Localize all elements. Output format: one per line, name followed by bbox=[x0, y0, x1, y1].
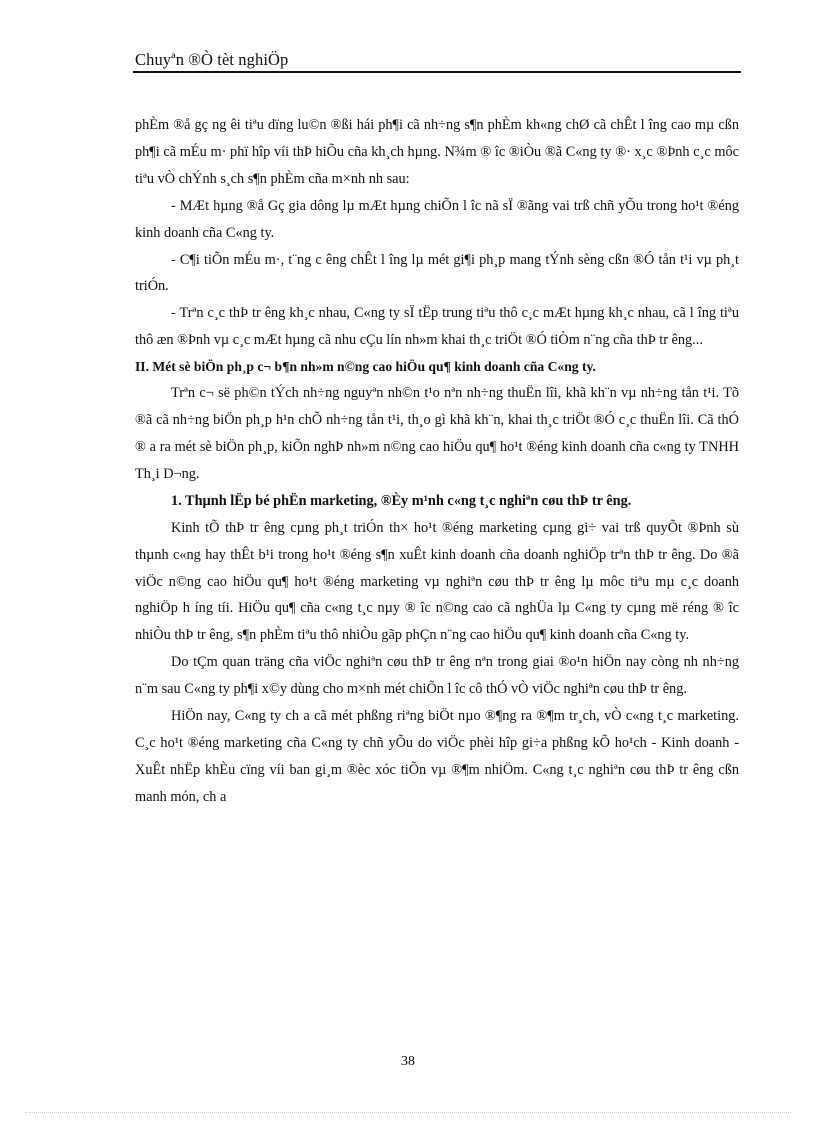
header-divider bbox=[133, 71, 741, 73]
paragraph: Kinh tÕ thÞ tr êng cµng ph¸t triÓn th× ho¹t ®éng marketing cµng gi÷ vai trß quyÕt ®Þnh sù thµnh c«ng hay thÊt b¹i trong ho¹t ®éng s¶n xuÊt kinh doanh cña doanh nghiÖp trªn thÞ tr êng. Do ®ã viÖc n©ng cao hiÖu qu¶ ho¹t ®éng marketing vµ nghiªn cøu thÞ tr êng lµ môc tiªu mµ c¸c doanh nghiÖp h íng tíi. HiÖu qu¶ cña c«ng t¸c nµy ® îc n©ng cao cã nghÜa lµ C«ng ty cµng më réng ® îc nhiÒu thÞ tr êng, s¶n phÈm tiªu thô nhiÒu gãp phÇn n¨ng cao hiÖu qu¶ kinh doanh cña C«ng ty. bbox=[135, 519, 739, 644]
paragraph: phÈm ®å gç ng êi tiªu dïng lu©n ®ßi hái ph¶i cã nh÷ng s¶n phÈm kh«ng chØ cã chÊt l îng cao mµ cßn ph¶i cã mÉu m· phï hîp víi thÞ hiÕu cña kh¸ch hµng. N¾m ® îc ®iÒu ®ã C«ng ty ®· x¸c ®Þnh c¸c môc tiªu vÒ chÝnh s¸ch s¶n phÈm cña m×nh nh sau: bbox=[135, 117, 739, 187]
paragraph: Do tÇm quan träng cña viÖc nghiªn cøu thÞ tr êng nªn trong giai ®o¹n hiÖn nay còng nh nh÷ng n¨m sau C«ng ty ph¶i x©y dùng cho m×nh mét chiÕn l îc cô thÓ vÒ viÖc nghiªn cøu thÞ tr êng. bbox=[135, 654, 739, 698]
section-heading: II. Mét sè biÖn ph¸p c¬ b¶n nh»m n©ng cao hiÖu qu¶ kinh doanh cña C«ng ty. bbox=[135, 359, 596, 375]
paragraph: - MÆt hµng ®å Gç gia dông lµ mÆt hµng chiÕn l îc nã sÏ ®ãng vai trß chñ yÕu trong ho¹t ®éng kinh doanh cña C«ng ty. bbox=[135, 197, 739, 241]
header-title: Chuyªn ®Ò tèt nghiÖp bbox=[135, 50, 289, 69]
paragraph: - C¶i tiÕn mÉu m·, t¨ng c êng chÊt l îng lµ mét gi¶i ph¸p mang tÝnh sèng cßn ®Ó tån t¹i vµ ph¸t triÓn. bbox=[135, 251, 739, 295]
paragraph: Trªn c¬ së ph©n tÝch nh÷ng nguyªn nh©n t¹o nªn nh÷ng thuËn lîi, khã kh¨n vµ nh÷ng tån t¹i. Tõ ®ã cã nh÷ng biÖn ph¸p h¹n chÕ nh÷ng tån t¹i, th¸o gì khã kh¨n, khai th¸c triÖt ®Ó c¸c thuËn lîi. Cã thÓ ® a ra mét sè biÖn ph¸p, kiÕn nghÞ nh»m n©ng cao hiÖu qu¶ ho¹t ®éng kinh doanh cña c«ng ty TNHH Th¸i D¬ng. bbox=[135, 385, 739, 482]
subsection-heading: 1. Thµnh lËp bé phËn marketing, ®Èy m¹nh c«ng t¸c nghiªn cøu thÞ tr êng. bbox=[171, 492, 632, 509]
paragraph: HiÖn nay, C«ng ty ch a cã mét phßng riªng biÖt nµo ®¶ng ra ®¶m tr¸ch, vÒ c«ng t¸c marketing. C¸c ho¹t ®éng marketing cña C«ng ty chñ yÕu do viÖc phèi hîp gi÷a phßng kÕ ho¹ch - Kinh doanh - XuÊt nhËp khÈu cïng víi ban gi¸m ®èc xóc tiÕn vµ ®¶m nhiÖm. C«ng t¸c nghiªn cøu thÞ tr êng cßn manh món, ch a bbox=[135, 708, 739, 805]
page-number: 38 bbox=[401, 1054, 415, 1069]
paragraph: - Trªn c¸c thÞ tr êng kh¸c nhau, C«ng ty sÏ tËp trung tiªu thô c¸c mÆt hµng kh¸c nhau, cã l îng tiªu thô æn ®Þnh vµ c¸c mÆt hµng cã nhu cÇu lín nh»m khai th¸c triÖt ®Ó tiÒm n¨ng cña thÞ tr êng... bbox=[135, 305, 739, 349]
document-body bbox=[135, 112, 739, 811]
page-bottom-divider bbox=[25, 1112, 791, 1113]
